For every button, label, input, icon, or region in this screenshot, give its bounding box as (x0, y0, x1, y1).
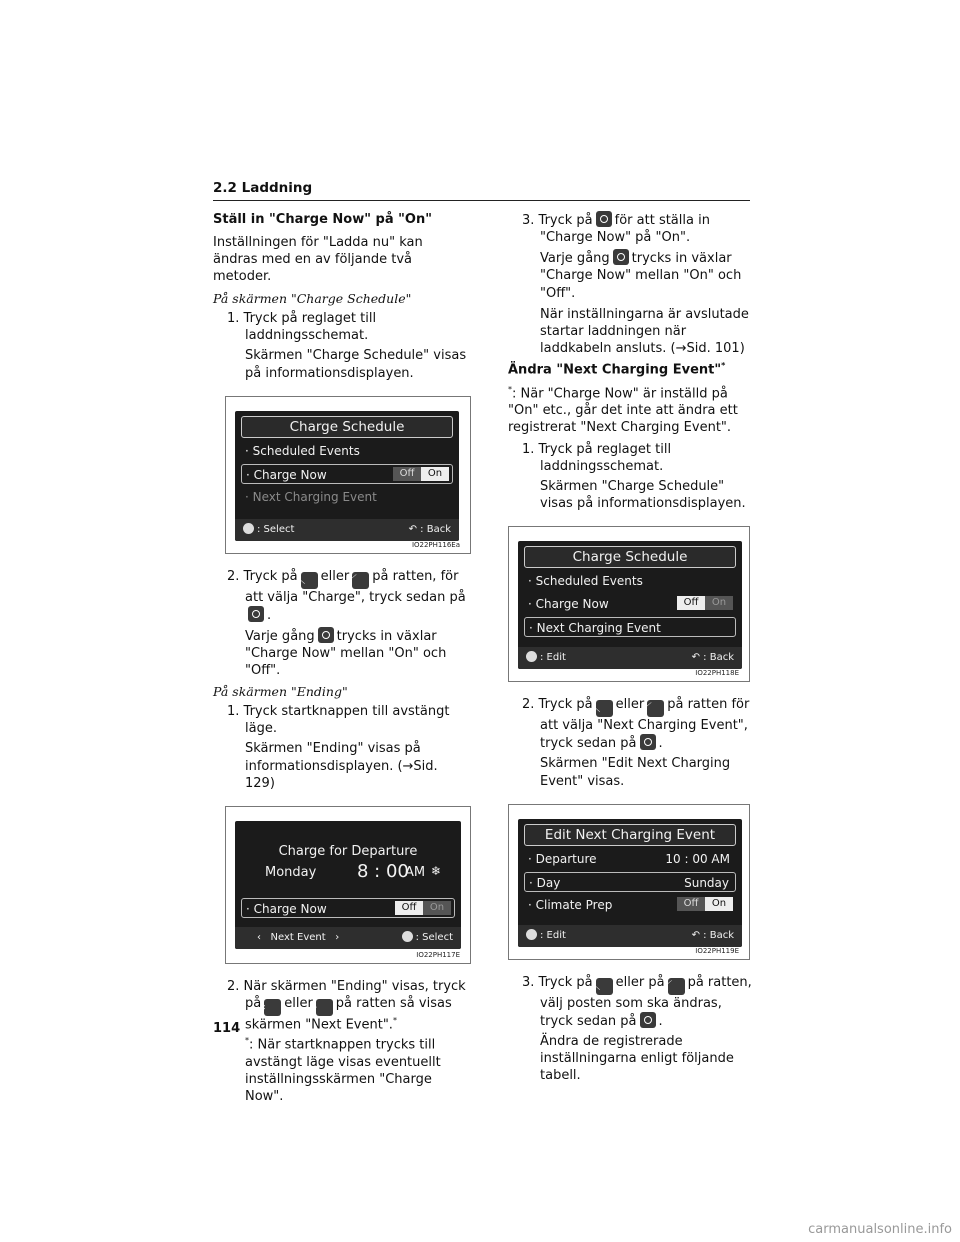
ok-button-icon (248, 606, 264, 622)
arrow-up-icon: ︿ (596, 700, 613, 717)
footer-edit: : Edit (526, 647, 566, 669)
ending-step-1: 1. Tryck startknappen till avstängt läge. (227, 704, 450, 737)
ok-button-icon (613, 249, 629, 265)
footnote-2: *: När "Charge Now" är inställd på "On" etc., går det inte att ändra ett registrerat "Next Charging Event". (508, 384, 738, 436)
step-1: 1. Tryck på reglaget till laddningsschemat. (227, 311, 377, 344)
toggle-on: On (421, 467, 449, 481)
screen-title: Charge Schedule (241, 416, 453, 438)
dial-icon (526, 651, 537, 662)
heading-charge-now: Ställ in "Charge Now" på "On" (213, 212, 433, 227)
toggle-off: Off (677, 596, 705, 610)
row-label: · Charge Now (528, 597, 609, 612)
screen-footer (518, 647, 742, 669)
arrow-up-icon: ︿ (301, 572, 318, 589)
dial-icon (402, 931, 413, 942)
step-3: 3. Tryck på för att ställa in "Charge Now" på "On". (522, 213, 710, 246)
ok-button-icon (318, 627, 334, 643)
row-charge-now (241, 464, 453, 484)
next-step-1-result: Skärmen "Charge Schedule" visas på informationsdisplayen. (540, 478, 746, 511)
row-climate-prep: · Climate Prep Off On (524, 895, 736, 915)
footer-back: ↶ : Back (691, 652, 734, 664)
intro-text: Inställningen för "Ladda nu" kan ändras med en av följande två metoder. (213, 235, 423, 285)
footer-back: ↶ : Back (408, 523, 451, 535)
ok-button-icon (640, 734, 656, 750)
figure-edit-next-charging-event (508, 804, 750, 960)
watermark: carmanualsonline.info (808, 1221, 952, 1237)
arrow-down-icon: ﹀ (647, 700, 664, 717)
arrow-up-icon: ︿ (596, 978, 613, 995)
toggle-on: On (423, 901, 451, 915)
next-step-2-result: Skärmen "Edit Next Charging Event" visas. (540, 756, 731, 789)
figure-code: IO22PH116Ea (411, 540, 460, 549)
screen (518, 819, 742, 947)
subheading-charge-schedule: På skärmen "Charge Schedule" (213, 290, 412, 306)
step-3-result: När inställningarna är avslutade startar laddningen när laddkabeln ansluts. (→Sid. 101) (540, 306, 749, 357)
toggle-off: Off (395, 901, 423, 915)
next-step-3: 3. Tryck på︿ eller på﹀ på ratten, välj posten som ska ändras, tryck sedan på . (522, 974, 752, 1029)
figure-charge-for-departure (225, 806, 471, 964)
heading-next-charging-event: Ändra "Next Charging Event"* (508, 361, 726, 378)
back-arrow-icon: ↶ (691, 929, 704, 941)
ending-step-1-result: Skärmen "Ending" visas på informationsdisplayen. (→Sid. 129) (245, 741, 438, 791)
departure-time-row (235, 860, 461, 886)
ending-step-2: 2. När skärmen "Ending" visas, tryck på‹ eller› på ratten så visas skärmen "Next Event".* (227, 978, 466, 1033)
charge-now-toggle (393, 467, 449, 481)
departure-ampm: AM (405, 864, 426, 880)
climate-prep-toggle (677, 897, 733, 911)
footer-edit: : Edit (526, 925, 566, 947)
dial-icon (526, 929, 537, 940)
figure-code: IO22PH119E (695, 946, 739, 955)
step-3-toggle-note: Varje gång trycks in växlar "Charge Now" mellan "On" och "Off". (540, 251, 742, 301)
footer-back: ↶ : Back (691, 929, 734, 941)
figure-code: IO22PH117E (416, 950, 460, 959)
row-label: · Charge Now (246, 467, 327, 482)
toggle-on: On (705, 596, 733, 610)
screen-title: Charge Schedule (524, 546, 736, 568)
screen (235, 821, 461, 949)
screen-footer (235, 927, 461, 949)
section-header: 2.2 Laddning (213, 180, 750, 201)
left-column (213, 211, 471, 1109)
row-scheduled-events: · Scheduled Events (245, 443, 360, 458)
screen-title: Charge for Departure (278, 843, 418, 859)
departure-time: 10 : 00 AM (665, 851, 730, 866)
figure-charge-schedule-edit (508, 526, 750, 682)
row-departure: · Departure 10 : 00 AM (524, 849, 736, 869)
climate-icon: ❄ (431, 863, 442, 878)
step-2: 2. Tryck på︿ eller﹀ på ratten, för att välja "Charge", tryck sedan på. (227, 568, 466, 623)
departure-day: Monday (265, 864, 317, 880)
ok-button-icon (640, 1012, 656, 1028)
step-2-result: Varje gång trycks in växlar "Charge Now" mellan "On" och "Off". (245, 629, 447, 679)
toggle-on: On (705, 897, 733, 911)
dial-icon (243, 523, 254, 534)
right-column (508, 211, 758, 1089)
charge-now-toggle (677, 596, 733, 610)
row-label: · Charge Now (246, 901, 327, 916)
toggle-off: Off (677, 897, 705, 911)
departure-time: 8 : 00 (357, 860, 409, 882)
charge-now-toggle (395, 901, 451, 915)
footnote-1: *: När startknappen trycks till avstängt läge visas eventuellt inställningsskärmen "Charge Now". (245, 1036, 441, 1105)
figure-charge-schedule-select (225, 396, 471, 554)
arrow-down-icon: ﹀ (668, 978, 685, 995)
footer-select: : Select (402, 927, 453, 949)
subheading-ending: På skärmen "Ending" (213, 683, 348, 699)
row-day: · Day Sunday (524, 872, 736, 892)
figure-code: IO22PH118E (695, 668, 739, 677)
row-charge-now (524, 594, 736, 614)
toggle-off: Off (393, 467, 421, 481)
arrow-left-icon: ‹ (264, 999, 281, 1016)
footer-select: : Select (243, 519, 294, 541)
row-next-charging-event: · Next Charging Event (524, 617, 736, 637)
next-step-2: 2. Tryck på︿ eller﹀ på ratten för att välja "Next Charging Event", tryck sedan på . (522, 697, 750, 752)
arrow-right-icon: › (316, 999, 333, 1016)
screen (235, 411, 459, 541)
row-charge-now (241, 898, 455, 918)
screen-footer (518, 925, 742, 947)
screen (518, 541, 742, 669)
back-arrow-icon: ↶ (408, 523, 421, 535)
next-step-3-result: Ändra de registrerade inställningarna enligt följande tabell. (540, 1034, 734, 1084)
step-1-result: Skärmen "Charge Schedule" visas på informationsdisplayen. (245, 348, 467, 381)
back-arrow-icon: ↶ (691, 652, 704, 664)
screen-footer (235, 519, 459, 541)
row-scheduled-events: · Scheduled Events (528, 574, 643, 589)
day-value: Sunday (684, 875, 729, 890)
screen-title: Edit Next Charging Event (524, 824, 736, 846)
next-step-1: 1. Tryck på reglaget till laddningsschemat. (522, 441, 672, 474)
page-number: 114 (213, 1021, 241, 1036)
next-event-bar: ‹ Next Event › (257, 931, 340, 943)
ok-button-icon (596, 211, 612, 227)
arrow-down-icon: ﹀ (352, 572, 369, 589)
row-next-charging-event: · Next Charging Event (245, 489, 377, 504)
